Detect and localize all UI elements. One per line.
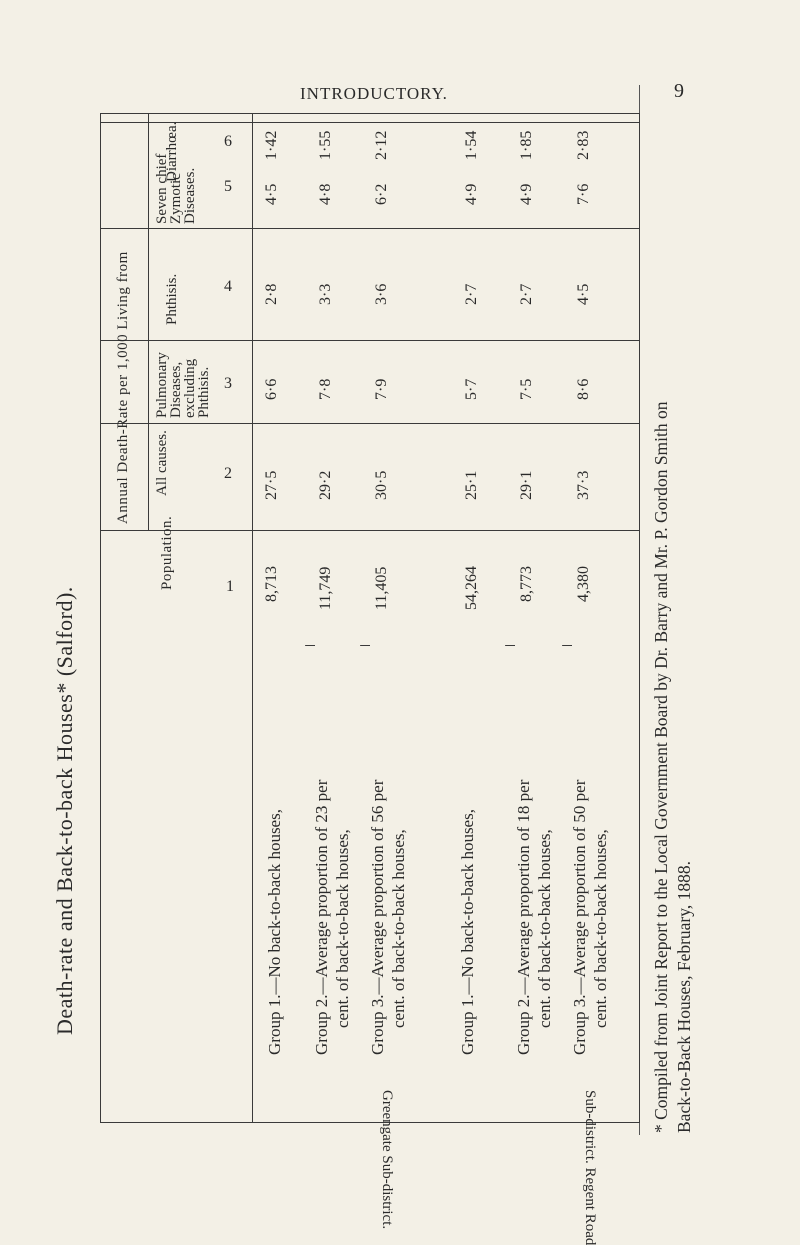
cell-phthisis: 3·6 — [373, 283, 390, 305]
cell-zymotic: 4·5 — [263, 183, 280, 205]
row-label-cont: cent. of back-to-back houses, — [591, 829, 610, 1028]
cell-phthisis: 3·3 — [317, 283, 334, 305]
cell-phthisis: 2·7 — [518, 283, 535, 305]
cell-all-causes: 29·1 — [518, 470, 535, 500]
cell-pulmonary: 7·5 — [518, 378, 535, 400]
cell-pulmonary: 7·9 — [373, 378, 390, 400]
cell-zymotic: 6·2 — [373, 183, 390, 205]
divider — [100, 423, 640, 424]
footnote-line-2: Back-to-Back Houses, February, 1888. — [674, 861, 694, 1133]
divider — [100, 122, 640, 123]
cell-diarrhoea: 1·55 — [317, 130, 334, 160]
divider — [252, 113, 253, 1123]
page-number: 9 — [674, 80, 684, 102]
brace — [360, 645, 370, 646]
col-diarrhoea-label: Diarrhœa. — [164, 121, 180, 182]
cell-pulmonary: 6·6 — [263, 378, 280, 400]
district-label-regent-road: Sub-district. Regent Road — [582, 1090, 598, 1245]
row-label: Group 3.—Average proportion of 50 per — [570, 779, 589, 1055]
cell-all-causes: 30·5 — [373, 470, 390, 500]
cell-diarrhoea: 1·85 — [518, 130, 535, 160]
cell-phthisis: 2·8 — [263, 283, 280, 305]
col-zymotic-number: 5 — [224, 178, 232, 195]
brace — [305, 645, 315, 646]
cell-diarrhoea: 2·83 — [575, 130, 592, 160]
col-all-causes-number: 2 — [224, 465, 232, 482]
footnote-line-1: * Compiled from Joint Report to the Local Government Board by Dr. Barry and Mr. P. Gordon Smith on — [651, 401, 671, 1133]
divider — [148, 113, 149, 530]
cell-population: 11,749 — [317, 566, 334, 610]
cell-all-causes: 29·2 — [317, 470, 334, 500]
cell-pulmonary: 7·8 — [317, 378, 334, 400]
col-all-causes-label: All causes. — [154, 430, 170, 496]
divider — [100, 530, 640, 531]
col-zymotic-label: Seven chief Zymotic Diseases. — [154, 153, 198, 224]
row-label-cont: cent. of back-to-back houses, — [389, 829, 408, 1028]
brace — [505, 645, 515, 646]
cell-population: 11,405 — [373, 566, 390, 610]
col-pulmonary-label: Pulmonary Diseases, excluding Phthisis. — [154, 352, 212, 418]
col-population-label: Population. — [159, 515, 175, 590]
cell-all-causes: 37·3 — [575, 470, 592, 500]
cell-diarrhoea: 1·54 — [463, 130, 480, 160]
cell-phthisis: 4·5 — [575, 283, 592, 305]
col-pulmonary-number: 3 — [224, 375, 232, 392]
col-population-number: 1 — [226, 578, 234, 595]
table-title: Death-rate and Back-to-back Houses* (Salford). — [52, 586, 77, 1035]
row-label-cont: cent. of back-to-back houses, — [535, 829, 554, 1028]
row-label: Group 1.—No back-to-back houses, — [458, 809, 477, 1055]
row-label: Group 2.—Average proportion of 18 per — [514, 779, 533, 1055]
divider — [100, 228, 640, 229]
cell-population: 54,264 — [463, 566, 480, 610]
col-diarrhoea-number: 6 — [224, 133, 232, 150]
row-label: Group 1.—No back-to-back houses, — [265, 809, 284, 1055]
cell-pulmonary: 8·6 — [575, 378, 592, 400]
cell-phthisis: 2·7 — [463, 283, 480, 305]
cell-population: 8,713 — [263, 566, 280, 602]
super-header: Annual Death-Rate per 1,000 Living from — [115, 251, 131, 524]
cell-all-causes: 25·1 — [463, 470, 480, 500]
cell-zymotic: 4·8 — [317, 183, 334, 205]
district-label-greengate: Greengate Sub-district. — [379, 1090, 395, 1230]
cell-population: 4,380 — [575, 566, 592, 602]
cell-population: 8,773 — [518, 566, 535, 602]
row-label: Group 2.—Average proportion of 23 per — [312, 779, 331, 1055]
col-phthisis-label: Phthisis. — [164, 273, 180, 325]
cell-zymotic: 4·9 — [463, 183, 480, 205]
row-label: Group 3.—Average proportion of 56 per — [368, 779, 387, 1055]
running-header: INTRODUCTORY. — [300, 84, 448, 103]
cell-pulmonary: 5·7 — [463, 378, 480, 400]
brace — [562, 645, 572, 646]
cell-zymotic: 7·6 — [575, 183, 592, 205]
row-label-cont: cent. of back-to-back houses, — [333, 829, 352, 1028]
divider — [100, 340, 640, 341]
col-phthisis-number: 4 — [224, 278, 232, 295]
cell-all-causes: 27·5 — [263, 470, 280, 500]
cell-zymotic: 4·9 — [518, 183, 535, 205]
cell-diarrhoea: 2·12 — [373, 130, 390, 160]
cell-diarrhoea: 1·42 — [263, 130, 280, 160]
